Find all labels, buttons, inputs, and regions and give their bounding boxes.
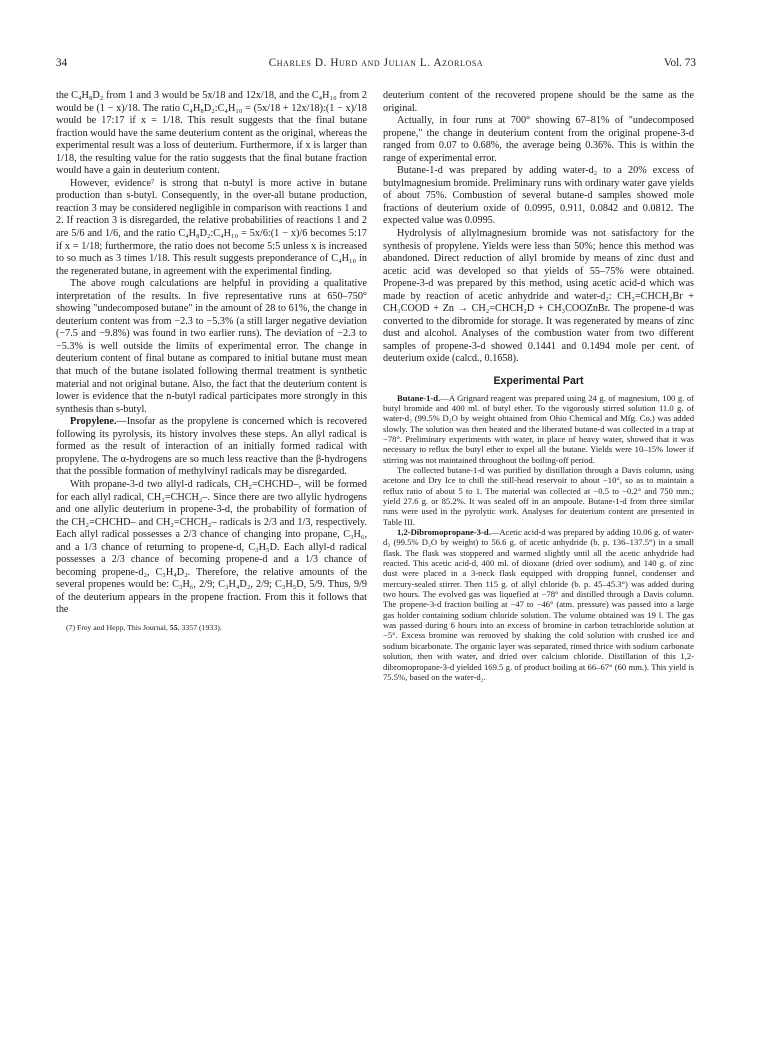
paragraph: [56, 416, 367, 479]
paragraph-text: —Acetic acid-d was prepared by adding 10.06 g. of water-d₂ (99.5% D₂O by weight) to 56.6 g. of acetic anhydride (b. p. 136–137.5°) in a small flask. The flask was stoppered and warmed slightly until all the acetic anhydride had reacted. This acetic acid-d, 400 ml. of dioxane (dried over sodium), and 140 g. of zinc dust were placed in a 3-neck flask equipped with dropping funnel, condenser and mercury-sealed stirrer. Then 115 g. of allyl chloride (b. p. 45–45.3°) was added during two hours. The evolved gas was liquefied at −78° and distilled through a Davis column. The propene-3-d fraction boiling at −47 to −46° (atm. pressure) was passed into a large gas holder containing sodium chloride solution. The volume obtained was 19 l. The gas was passed during 6 hours into an excess of bromine in carbon tetrachloride solution at −5°. Excess bromine was removed by shaking the cold solution with crushed ice and sodium bicarbonate. The organic layer was separated, rinsed thrice with sodium carbonate solution, then with water, and dried over calcium chloride. Distillation of this 1,2-dibromopropane-3-d yielded 169.5 g. of product boiling at 66–67° (60 mm.). This yield is 75.5%, based on the water-d₂.: [383, 527, 694, 682]
paragraph: However, evidence⁷ is strong that n-butyl is more active in butane production than s-butyl. Consequently, in the over-all butane production, reaction 3 may be considered negligible in comparison with reactions 1 and 2. If reaction 3 is disregarded, the relative probabilities of reactions 1 and 2 are 5/6 and 1/6, and the ratio C₄H₈D₂:C₄H₁₀ = 5x/6:(1 − x)/6 becomes 5:17 if x = 1/18; furthermore, the ratio does not become 5:5 unless x is increased to so much as 3 times 1/18. This result suggests preponderance of C₄H₁₀ in the regenerated butane, in agreement with the experimental finding.: [56, 177, 367, 277]
section-heading: Experimental Part: [493, 375, 584, 388]
footnote-volume: 55: [169, 622, 178, 632]
run-in-heading: Butane-1-d.: [397, 392, 441, 403]
paragraph: Butane-1-d was prepared by adding water-d₂ to a 20% excess of butylmagnesium bromide. Preliminary runs with ordinary water gave yields of about 75%. Combustion of several butane-d samples showed mole fractions of deuterium oxide of 0.0995, 0.911, 0.0842 and 0.0812. The expected value was 0.0995.: [383, 165, 694, 227]
paragraph: deuterium content of the recovered propene should be the same as the original.: [383, 90, 694, 114]
paragraph: Hydrolysis of allylmagnesium bromide was not satisfactory for the synthesis of propylene. Yields were less than 50%; hence this method was abandoned. Direct reduction of allyl bromide by means of zinc dust and acetic acid was developed so that yields of 55–75% were obtained. Propene-3-d was prepared by this method, using acetic acid-d which was made by reaction of acetic anhydride and water-d₂: CH₂=CHCH₂Br + CH₃COOD + Zn → CH₂=CHCH₂D + CH₃COOZnBr. The propene-d was converted to the dibromide for storage. It was regenerated by means of zinc dust and alcohol. Analyses of the combustion water from two different samples of propene-3-d showed 0.1441 and 0.1494 mole per cent. of deuterium oxide (calcd., 0.1658).: [383, 228, 694, 365]
left-column: [56, 90, 367, 633]
run-in-heading: 1,2-Dibromopropane-3-d.: [397, 527, 491, 538]
paragraph: the C₄H₈D₂ from 1 and 3 would be 5x/18 and 12x/18, and the C₄H₁₀ from 2 would be (1 − x)/18. The ratio C₄H₈D₂:C₄H₁₀ = (5x/18 + 12x/18):(1 − x)/18 would be 17:17 if x = 1/18. This result suggests that the final butane fraction would have the same deuterium content as the original, whereas the experimental result was a loss of deuterium. Furthermore, if x is larger than 1/18, the resulting value for the ratio suggests that the final butane fraction would have a gain in deuterium content.: [56, 90, 367, 177]
running-title: Charles D. Hurd and Julian L. Azorlosa: [268, 57, 484, 69]
paragraph: [383, 527, 694, 682]
paragraph-text: —A Grignard reagent was prepared using 24 g. of magnesium, 100 g. of butyl bromide and 400 ml. of butyl ether. To the vigorously stirred solution 11.0 g. of water-d₂ (99.5% D₂O by weight obtained from Ohio Chemical and Mfg. Co.) was added slowly. The solution was then heated and the liberated butane-d was collected in a trap at −78°. Preliminary experiments with water, in place of heavy water, showed that it was necessary to reflux the butyl ether to expel all the butane. Yields were 10–15% lower if stirring was not maintained throughout the boiling-off period.: [383, 392, 694, 465]
page-number: 34: [56, 57, 68, 69]
right-column: [383, 90, 694, 682]
paragraph: With propane-3-d two allyl-d radicals, CH₂=CHCHD–, will be formed for each allyl radical, CH₂=CHCH₂–. Since there are two allylic hydrogens and one allylic deuterium in propene-3-d, the probability of formation of the CH₂=CHCHD– and CH₂=CHCH₂– radicals is 2/3 and 1/3, respectively. Each allyl radical possesses a 2/3 chance of changing into propane, C₃H₆, and a 1/3 chance of returning to propene-d, C₃H₅D. Each allyl-d radical possesses a 2/3 chance of becoming propene-d and a 1/3 chance of becoming propene-d₂, C₃H₄D₂. Therefore, the relative amounts of the several propenes would be: C₃H₆, 2/9; C₃H₄D₂, 2/9; C₃H₅D, 5/9. Thus, 9/9 of the deuterium appears in the propene fraction. From this it follows that the: [56, 478, 367, 616]
volume-label: Vol. 73: [663, 57, 696, 69]
footnote-text: (7) Frey and Hepp, This Journal,: [66, 622, 170, 632]
paragraph: The above rough calculations are helpful in providing a qualitative interpretation of the results. In five representative runs at 650–750° showing "undecomposed butane" in the amount of 28 to 61%, the change in deuterium content was from −2.3 to −5.3% (a still larger negative deviation (−7.5 and −9.8%) was found in two earlier runs). The deviation of −2.3 to −5.3% is well outside the limits of experimental error. The change in deuterium content of final butane as compared to initial butane must mean that much of the butane isolated following thermal treatment is synthetic material and not original butane. Also, the fact that the deuterium content is lower is evidence that the n-butyl radical participates more strongly in this synthesis than s-butyl.: [56, 278, 367, 415]
paragraph: The collected butane-1-d was purified by distillation through a Davis column, using acetone and Dry Ice to chill the still-head reservoir to about −10°, so as to maintain a reflux ratio of about 5 to 1. The material was collected at −0.5 to −0.2° and 750 mm.; yield 27.6 g. or 85.2%. It was sealed off in an ampoule. Butane-1-d from three similar runs were used in the pyrolytic work. Analyses for deuterium content are presented in Table III.: [383, 464, 694, 527]
footnote: [56, 623, 367, 633]
paragraph: [383, 393, 694, 465]
run-in-heading: Propylene.: [70, 416, 117, 428]
footnote-text-end: , 3357 (1933).: [177, 622, 222, 632]
running-header: [56, 57, 696, 73]
paragraph-text: —Insofar as the propylene is concerned which is recovered following its pyrolysis, its history involves these steps. An allyl radical is formed as the result of interaction of an initially formed radical with propylene. The α-hydrogens are so much less reactive than the β-hydrogens that the possible formation of methylvinyl radicals may be disregarded.: [56, 416, 367, 478]
paragraph: Actually, in four runs at 700° showing 67–81% of "undecomposed propene," the change in deuterium content from the original propene-3-d ranged from 0.07 to 0.68%, the average being 0.36%. This is within the range of experimental error.: [383, 115, 694, 164]
